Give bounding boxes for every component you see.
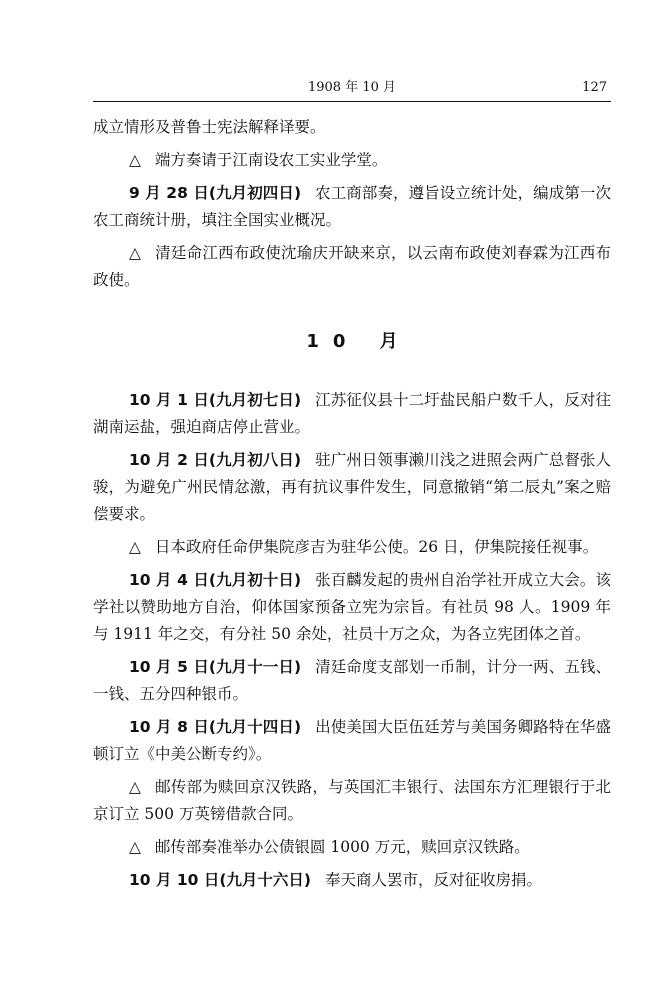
- triangle-entry: [93, 774, 611, 828]
- header-divider: [93, 101, 611, 102]
- triangle-entry: [93, 147, 611, 174]
- continued-text: [93, 114, 611, 141]
- entry-date: 10 月 2 日(九月初八日): [129, 451, 302, 469]
- entry-text: 邮传部奏准举办公债银圆 1000 万元，赎回京汉铁路。: [154, 838, 530, 856]
- dated-entry: [93, 654, 611, 708]
- triangle-marker-icon: △: [129, 778, 142, 796]
- entry-text: 张百麟发起的贵州自治学社开成立大会。该学社以赞助地方自治，仰体国家预备立宪为宗旨。有社员 98 人。1909 年与 1911 年之交，有分社 50 余处，社员十万之众，为各立宪团体之首。: [93, 571, 611, 643]
- entry-date: 10 月 5 日(九月十一日): [129, 658, 302, 676]
- entry-text: 成立情形及普鲁士宪法解释译要。: [93, 118, 326, 136]
- entry-text: 江苏征仪县十二圩盐民船户数千人，反对往湖南运盐，强迫商店停止营业。: [93, 391, 611, 436]
- entry-text: 清廷命江西布政使沈瑜庆开缺来京，以云南布政使刘春霖为江西布政使。: [93, 244, 611, 289]
- section-heading: 10 月: [306, 331, 412, 352]
- entries-top: [93, 114, 611, 294]
- entries-bottom: [93, 387, 611, 894]
- dated-entry: [93, 714, 611, 768]
- entry-text: 日本政府任命伊集院彦吉为驻华公使。26 日，伊集院接任视事。: [154, 538, 599, 556]
- dated-entry: [93, 447, 611, 528]
- page-number: 127: [582, 80, 607, 95]
- entry-date: 10 月 4 日(九月初十日): [129, 571, 302, 589]
- entry-text: 清廷命度支部划一币制，计分一两、五钱、一钱、五分四种银币。: [93, 658, 611, 703]
- page-body: [93, 114, 611, 900]
- entry-date: 10 月 1 日(九月初七日): [129, 391, 302, 409]
- dated-entry: [93, 180, 611, 234]
- dated-entry: [93, 387, 611, 441]
- triangle-entry: [93, 240, 611, 294]
- entry-text: 端方奏请于江南设农工实业学堂。: [154, 151, 388, 169]
- entry-text: 奉天商人罢市，反对征收房捐。: [325, 871, 543, 889]
- page-header: [93, 78, 611, 98]
- triangle-marker-icon: △: [129, 538, 141, 556]
- triangle-entry: [93, 534, 611, 561]
- triangle-entry: [93, 834, 611, 861]
- running-header-title: 1908 年 10 月: [307, 80, 397, 95]
- entry-date: 10 月 10 日(九月十六日): [129, 871, 311, 889]
- entry-date: 9 月 28 日(九月初四日): [129, 184, 302, 202]
- entry-text: 出使美国大臣伍廷芳与美国务卿路特在华盛顿订立《中美公断专约》。: [93, 718, 611, 763]
- entry-text: 邮传部为赎回京汉铁路，与英国汇丰银行、法国东方汇理银行于北京订立 500 万英镑借款合同。: [93, 778, 611, 823]
- triangle-marker-icon: △: [129, 244, 142, 262]
- triangle-marker-icon: △: [129, 838, 141, 856]
- dated-entry: [93, 867, 611, 894]
- entry-text: 农工商部奏，遵旨设立统计处，编成第一次农工商统计册，填注全国实业概况。: [93, 184, 611, 229]
- triangle-marker-icon: △: [129, 151, 141, 169]
- entry-text: 驻广州日领事濑川浅之进照会两广总督张人骏，为避免广州民情忿激，再有抗议事件发生，同意撤销“第二辰丸”案之赔偿要求。: [93, 451, 611, 523]
- dated-entry: [93, 567, 611, 648]
- entry-date: 10 月 8 日(九月十四日): [129, 718, 302, 736]
